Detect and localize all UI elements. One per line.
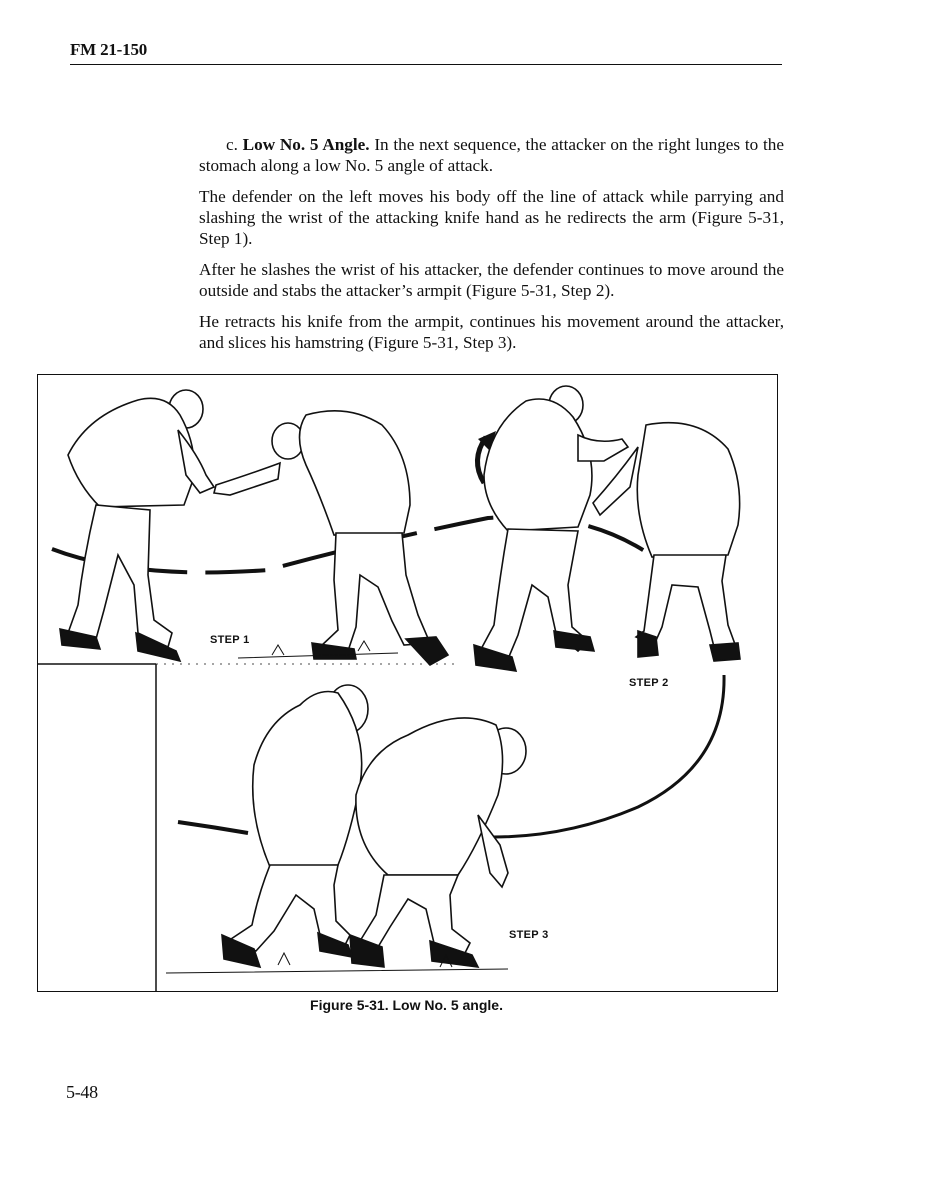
attacker-figure [593, 423, 740, 661]
paragraph-step3: He retracts his knife from the armpit, continues his movement around the attacker, and slices his hamstring (Figure 5-31, Step 3). [199, 312, 784, 352]
step2-figures [474, 386, 740, 671]
step1-figures [60, 390, 448, 665]
defender-figure [60, 390, 214, 661]
paragraph-text: In the next sequence, the attacker on the right lunges to the stomach along a low No. 5 angle of attack. [199, 135, 784, 175]
document-id: FM 21-150 [70, 40, 148, 59]
figure-5-31 [37, 374, 778, 992]
attacker-figure [350, 718, 526, 967]
step-3-label: STEP 3 [509, 929, 549, 941]
attacker-figure [214, 411, 448, 665]
step3-figures [222, 685, 526, 967]
movement-path-icon [178, 822, 248, 833]
movement-path-icon [493, 675, 724, 837]
step-1-label: STEP 1 [210, 634, 250, 646]
paragraph-lead: Low No. 5 Angle. [242, 135, 370, 154]
defender-figure [474, 386, 628, 671]
page-number: 5-48 [66, 1082, 98, 1102]
paragraph-low-no5-angle [199, 134, 784, 176]
step-2-label: STEP 2 [629, 677, 669, 689]
body-text [199, 134, 784, 363]
figure-caption: Figure 5-31. Low No. 5 angle. [310, 997, 503, 1013]
running-header [70, 40, 782, 65]
defender-figure [222, 685, 368, 967]
paragraph-prefix: c. [226, 135, 243, 154]
paragraph-step1: The defender on the left moves his body off the line of attack while parrying and slashing the wrist of the attacking knife hand as he redirects the arm (Figure 5-31, Step 1). [199, 187, 784, 248]
paragraph-step2: After he slashes the wrist of his attacker, the defender continues to move around the outside and stabs the attacker’s armpit (Figure 5-31, Step 2). [199, 260, 784, 300]
